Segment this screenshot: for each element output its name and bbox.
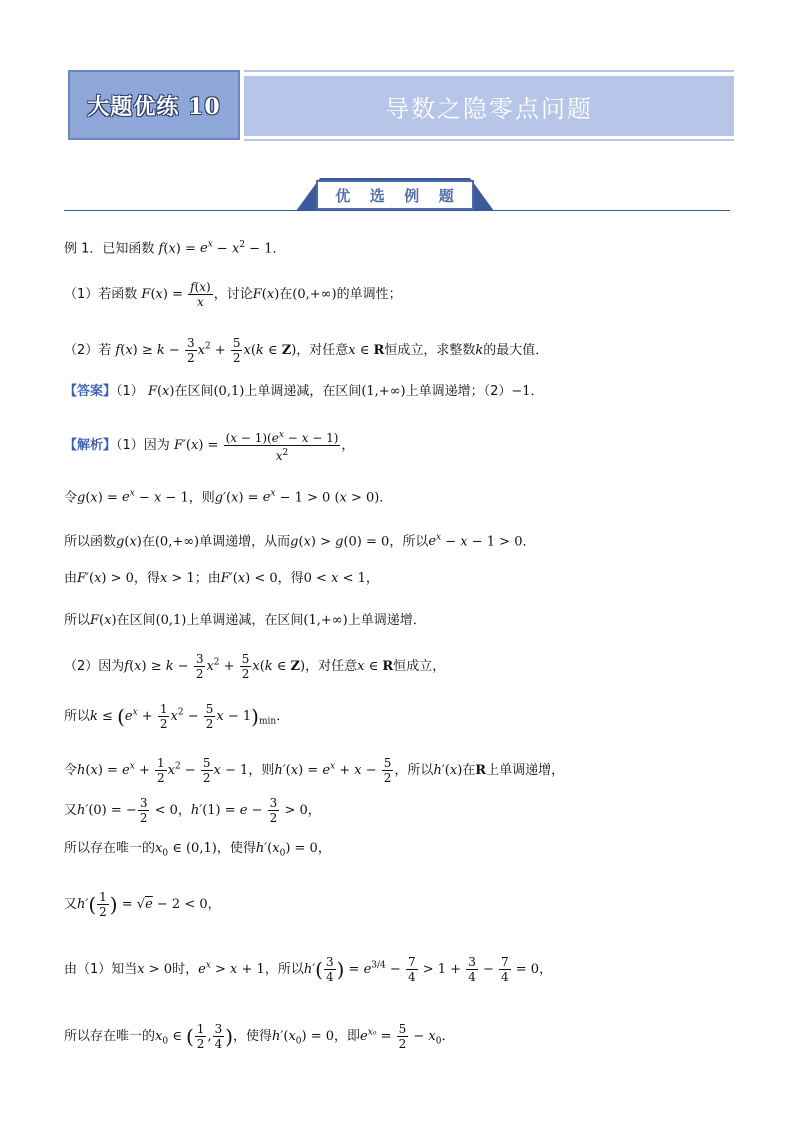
- solution-line-7: 所以$k \le (e^x$ + $\frac{1}{2}$ $x^2$ − $\frac{5}{2}$ $x - 1)_{min}$．: [64, 702, 290, 731]
- solution-line-8: 令$h(x) = e^x$ + $\frac{1}{2}$ $x^2$ − $\frac{5}{2}$ x − 1，则$h'(x) = e^x + x$ − $\frac{5}{2}$ ，所以h′(x)在R上单调递增，: [64, 756, 565, 785]
- series-label: 大题优练 10: [87, 93, 221, 120]
- solution-line-12: 由（1）知当x > 0时，$e^x > x + 1$，所以h′( $\frac{3}{4}$ ) = $e^{3/4}$ − $\frac{7}{4}$ > 1 + $\frac{3}{4}$ − $\frac{7}{4}$ = 0，: [64, 955, 553, 984]
- topic-title: 导数之隐零点问题: [385, 94, 593, 123]
- solution-tag: 【解析】: [64, 438, 117, 453]
- answer-line: 【答案】（1） F(x)在区间(0,1)上单调递减，在区间(1,+∞)上单调递增；（2）−1．: [64, 384, 544, 399]
- solution-line-9: 又h′(0) = − $\frac{3}{2}$ < 0，h′(1) = e − $\frac{3}{2}$ > 0，: [64, 796, 321, 825]
- solution-line-1: 【解析】（1）因为 F′(x) = $\frac{(x - 1)(e^x - x - 1)}{x^2}$ ，: [64, 430, 355, 463]
- banner-bottom-rule: [244, 139, 734, 141]
- banner-top-rule: [244, 70, 734, 72]
- section-char-4: 题: [438, 186, 455, 205]
- answer-tag: 【答案】: [64, 384, 117, 399]
- solution-line-4: 由F′(x) > 0，得x > 1；由F′(x) < 0，得0 < x < 1，: [64, 571, 379, 586]
- section-char-2: 选: [369, 186, 386, 205]
- topic-title-banner: [244, 76, 734, 136]
- solution-line-5: 所以F(x)在区间(0,1)上单调递减，在区间(1,+∞)上单调递增．: [64, 613, 426, 628]
- solution-line-10: 所以存在唯一的$x_0$ ∈ (0,1)，使得$h'(x_0) = 0$，: [64, 841, 331, 859]
- example-statement: 例 1．已知函数 $f(x) = e^x - x^2 - 1$．: [64, 240, 286, 257]
- solution-line-2: 令$g(x) = e^x - x - 1$，则$g'(x) = e^x - 1 > 0$ (x > 0)．: [64, 489, 393, 506]
- question-1: （1）若函数 F(x) = $\frac{f(x)}{x}$ ，讨论F(x)在(0,+∞)的单调性；: [64, 280, 402, 309]
- section-char-1: 优: [335, 186, 352, 205]
- section-char-3: 例: [404, 186, 421, 205]
- solution-line-6: （2）因为f(x) ≥ k − $\frac{3}{2}$ $x^2$ + $\frac{5}{2}$ x(k ∈ Z)，对任意x ∈ R恒成立，: [64, 652, 446, 681]
- solution-line-3: 所以函数g(x)在(0,+∞)单调递增，从而g(x) > g(0) = 0，所以$e^x - x - 1 > 0$．: [64, 533, 536, 550]
- solution-line-11: 又h′( $\frac{1}{2}$ ) = √e − 2 < 0，: [64, 890, 221, 919]
- question-2: （2）若 f(x) ≥ k − $\frac{3}{2}$ $x^2$ + $\frac{5}{2}$ x(k ∈ Z)，对任意x ∈ R恒成立，求整数k的最大值．: [64, 336, 549, 365]
- section-header-box: [316, 180, 474, 210]
- solution-line-13: 所以存在唯一的$x_0$ ∈ ( $\frac{1}{2}$ , $\frac{3}{4}$ )，使得$h'(x_0) = 0$，即$e^{x_0}$ = $\frac{5}{2}$ − $x_0$．: [64, 1022, 455, 1051]
- series-label-banner: [68, 70, 240, 140]
